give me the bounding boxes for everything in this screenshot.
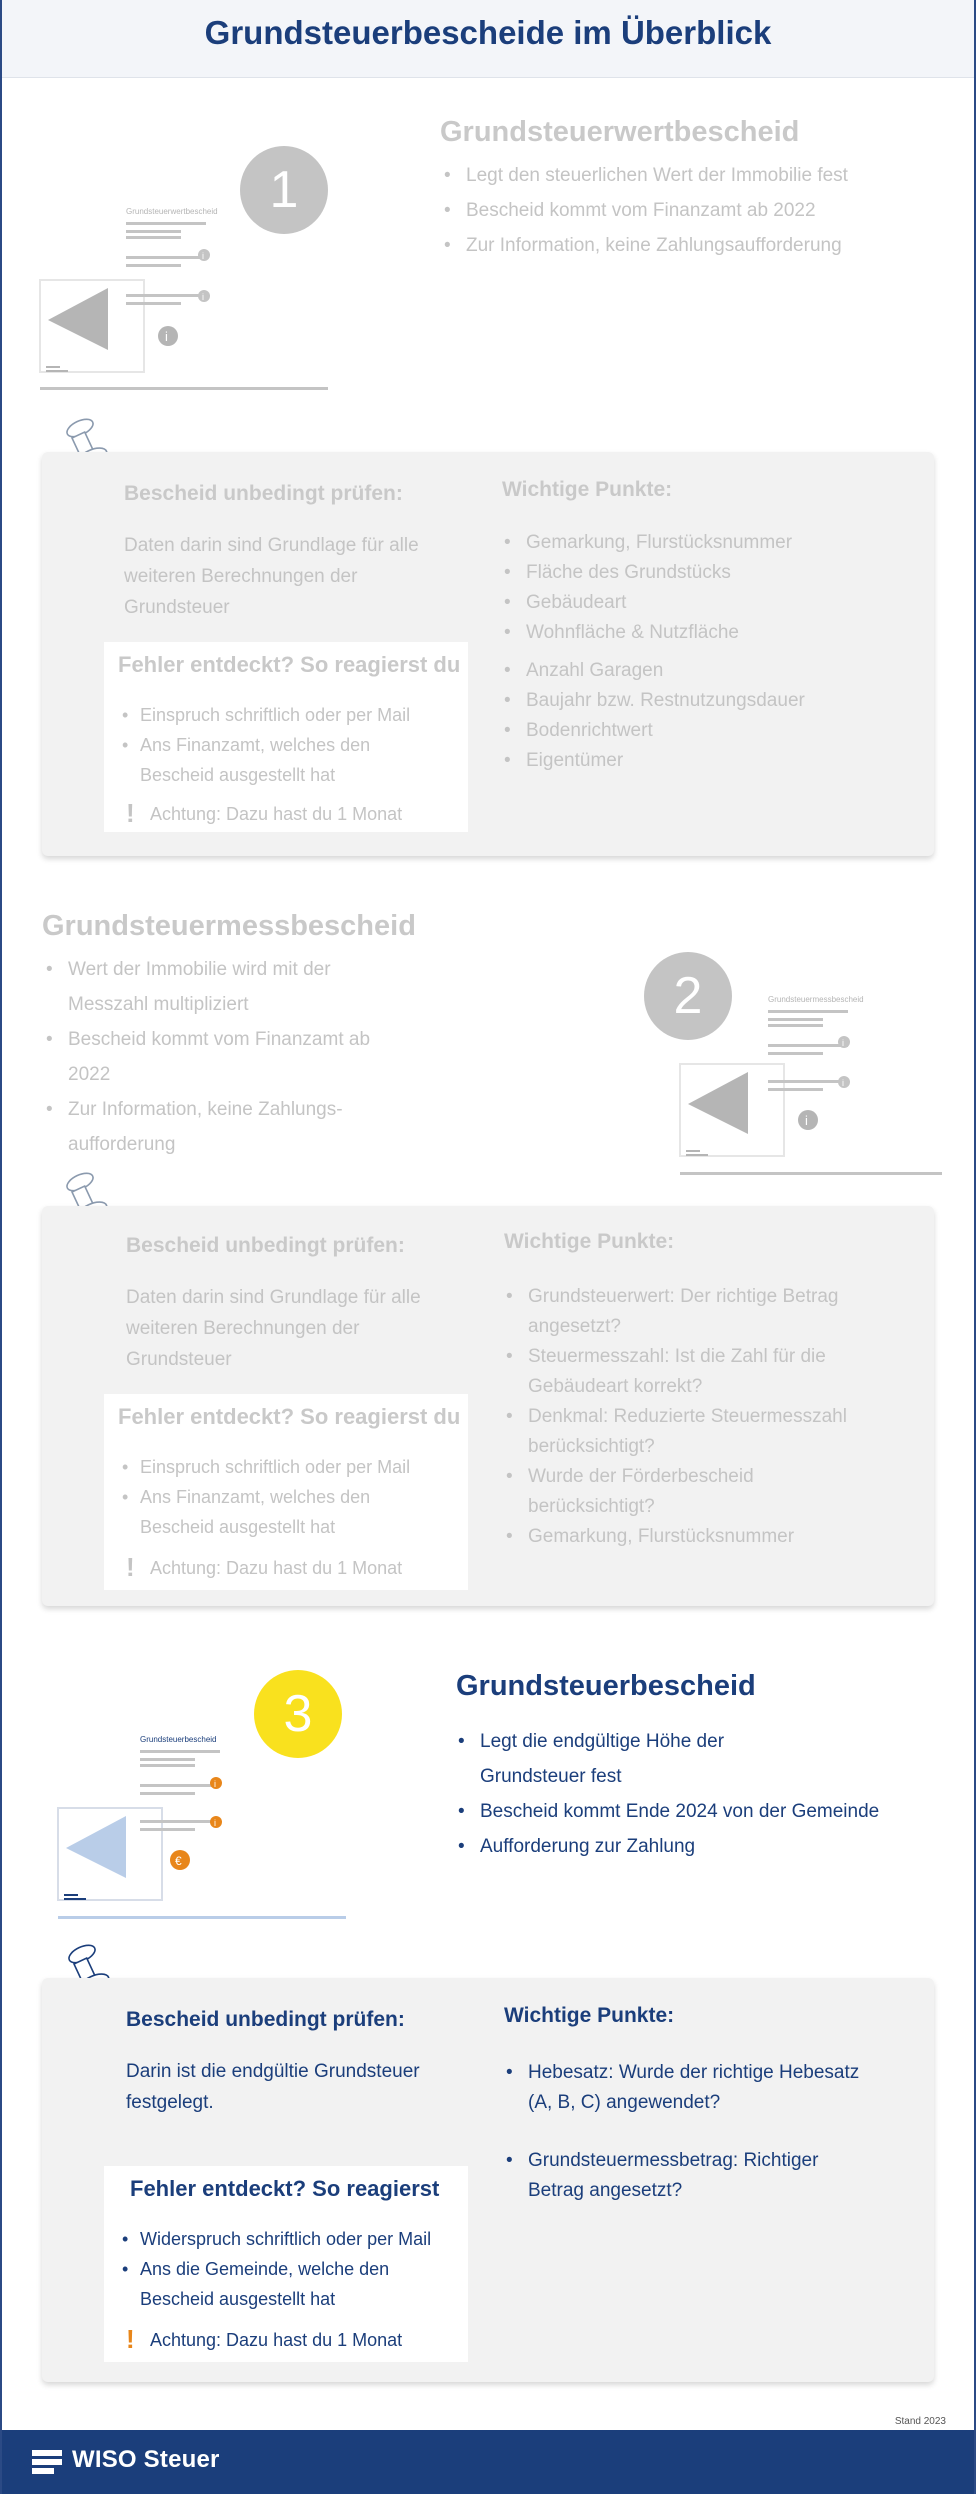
section1-bullets: [442, 158, 922, 263]
list-item: • Bescheid kommt Ende 2024 von der Gemeinde: [456, 1794, 926, 1829]
list-item: • Anzahl Garagen: [502, 656, 922, 686]
list-item: • Gemarkung, Flurstücksnummer: [502, 528, 902, 558]
exclamation-icon: !: [126, 798, 135, 828]
section2-bullets: [44, 952, 384, 1162]
list-item: • Ans die Gemeinde, welche den Bescheid ausgestellt hat: [118, 2254, 458, 2314]
check-text: Darin ist die endgültie Grundsteuer festgelegt.: [126, 2061, 420, 2113]
points-heading: Wichtige Punkte:: [502, 478, 673, 501]
section3-bullets: [456, 1724, 926, 1864]
list-item: • Grundsteuermessbetrag: Richtiger Betrag angesetzt?: [504, 2146, 864, 2206]
list-item: • Einspruch schriftlich oder per Mail: [118, 700, 448, 730]
page-title: Grundsteuerbescheide im Überblick: [204, 14, 772, 51]
warning-text: Achtung: Dazu hast du 1 Monat: [150, 2330, 403, 2350]
list-item: • Zur Information, keine Zahlungs-aufforderung: [44, 1092, 384, 1162]
points-heading: Wichtige Punkte:: [504, 1230, 675, 1253]
check-heading: Bescheid unbedingt prüfen:: [126, 2008, 405, 2031]
document-envelope-illustration-2: [676, 990, 946, 1180]
stand-label: Stand 2023: [894, 2416, 946, 2427]
doc-label-3: Grundsteuerbescheid: [140, 1735, 217, 1744]
document-envelope-illustration-3: [56, 1728, 356, 1924]
list-item: • Ans Finanzamt, welches den Bescheid ausgestellt hat: [118, 730, 448, 790]
section1-info-card: [42, 452, 934, 856]
svg-text:i: i: [214, 1779, 216, 1789]
list-item: • Hebesatz: Wurde der richtige Hebesatz (A, B, C) angewendet?: [504, 2058, 864, 2118]
list-item: • Gebäudeart: [502, 588, 902, 618]
svg-text:i: i: [805, 1113, 808, 1128]
exclamation-icon: !: [126, 2324, 135, 2354]
warning-text: Achtung: Dazu hast du 1 Monat: [150, 1558, 403, 1578]
list-item: • Steuermesszahl: Ist die Zahl für die Gebäudeart korrekt?: [504, 1342, 864, 1402]
error-heading: Fehler entdeckt? So reagierst du: [118, 652, 461, 677]
error-heading: Fehler entdeckt? So reagierst: [130, 2176, 440, 2201]
error-heading: Fehler entdeckt? So reagierst du: [118, 1404, 461, 1429]
list-item: • Grundsteuerwert: Der richtige Betrag angesetzt?: [504, 1282, 864, 1342]
list-item: • Baujahr bzw. Restnutzungsdauer: [502, 686, 922, 716]
svg-text:i: i: [842, 1038, 844, 1048]
header: [2, 0, 974, 78]
list-item: • Wert der Immobilie wird mit der Messzahl multipliziert: [44, 952, 384, 1022]
list-item: • Zur Information, keine Zahlungsaufforderung: [442, 228, 922, 263]
step-badge-2: 2: [644, 952, 732, 1040]
list-item: • Bescheid kommt vom Finanzamt ab 2022: [442, 193, 922, 228]
list-item: • Fläche des Grundstücks: [502, 558, 902, 588]
list-item: • Eigentümer: [502, 746, 922, 776]
error-box: [104, 1394, 468, 1590]
step-badge-3: 3: [254, 1670, 342, 1758]
list-item: • Bodenrichtwert: [502, 716, 922, 746]
list-item: • Wurde der Förderbescheid berücksichtigt?: [504, 1462, 864, 1522]
warning-text: Achtung: Dazu hast du 1 Monat: [150, 804, 403, 824]
error-list: [118, 1452, 448, 1542]
section3-info-card: [42, 1978, 934, 2382]
points-list-a: [502, 528, 902, 648]
exclamation-icon: !: [126, 1552, 135, 1582]
points-list-b: [502, 656, 922, 776]
section2-title: Grundsteuermessbescheid: [42, 910, 416, 942]
check-heading: Bescheid unbedingt prüfen:: [126, 1234, 405, 1257]
points-list: [504, 2058, 864, 2206]
points-heading: Wichtige Punkte:: [504, 2004, 675, 2027]
list-item: • Bescheid kommt vom Finanzamt ab 2022: [44, 1022, 384, 1092]
section2-info-card: [42, 1206, 934, 1606]
doc-label-1: Grundsteuerwertbescheid: [126, 207, 218, 216]
list-item: • Legt die endgültige Höhe der Grundsteuer fest: [456, 1724, 756, 1794]
doc-label-2: Grundsteuermessbescheid: [768, 995, 864, 1004]
svg-text:i: i: [202, 292, 204, 302]
list-item: • Gemarkung, Flurstücksnummer: [504, 1522, 864, 1552]
check-heading: Bescheid unbedingt prüfen:: [124, 482, 403, 505]
points-list: [504, 1282, 864, 1552]
brand-name: WISO Steuer: [72, 2446, 220, 2473]
svg-text:i: i: [842, 1078, 844, 1088]
list-item: • Wohnfläche & Nutzfläche: [502, 618, 902, 648]
error-list: [118, 2224, 458, 2314]
error-box: [104, 2166, 468, 2362]
list-item: • Widerspruch schriftlich oder per Mail: [118, 2224, 458, 2254]
check-text: Daten darin sind Grundlage für alle weiteren Berechnungen der Grundsteuer: [126, 1287, 421, 1370]
svg-text:i: i: [165, 329, 168, 344]
svg-text:i: i: [202, 251, 204, 261]
error-box: [104, 642, 468, 832]
list-item: • Einspruch schriftlich oder per Mail: [118, 1452, 448, 1482]
step-badge-1: 1: [240, 146, 328, 234]
check-text: Daten darin sind Grundlage für alle weiteren Berechnungen der Grundsteuer: [124, 535, 419, 618]
list-item: • Ans Finanzamt, welches den Bescheid ausgestellt hat: [118, 1482, 448, 1542]
footer: [2, 2430, 974, 2494]
error-list: [118, 700, 448, 790]
section1-title: Grundsteuerwertbescheid: [440, 116, 800, 148]
svg-text:i: i: [214, 1818, 216, 1828]
svg-text:€: €: [175, 1854, 182, 1868]
wiso-logo-icon: [32, 2448, 62, 2476]
list-item: • Legt den steuerlichen Wert der Immobilie fest: [442, 158, 922, 193]
list-item: • Aufforderung zur Zahlung: [456, 1829, 926, 1864]
list-item: • Denkmal: Reduzierte Steuermesszahl berücksichtigt?: [504, 1402, 864, 1462]
section3-title: Grundsteuerbescheid: [456, 1670, 756, 1702]
